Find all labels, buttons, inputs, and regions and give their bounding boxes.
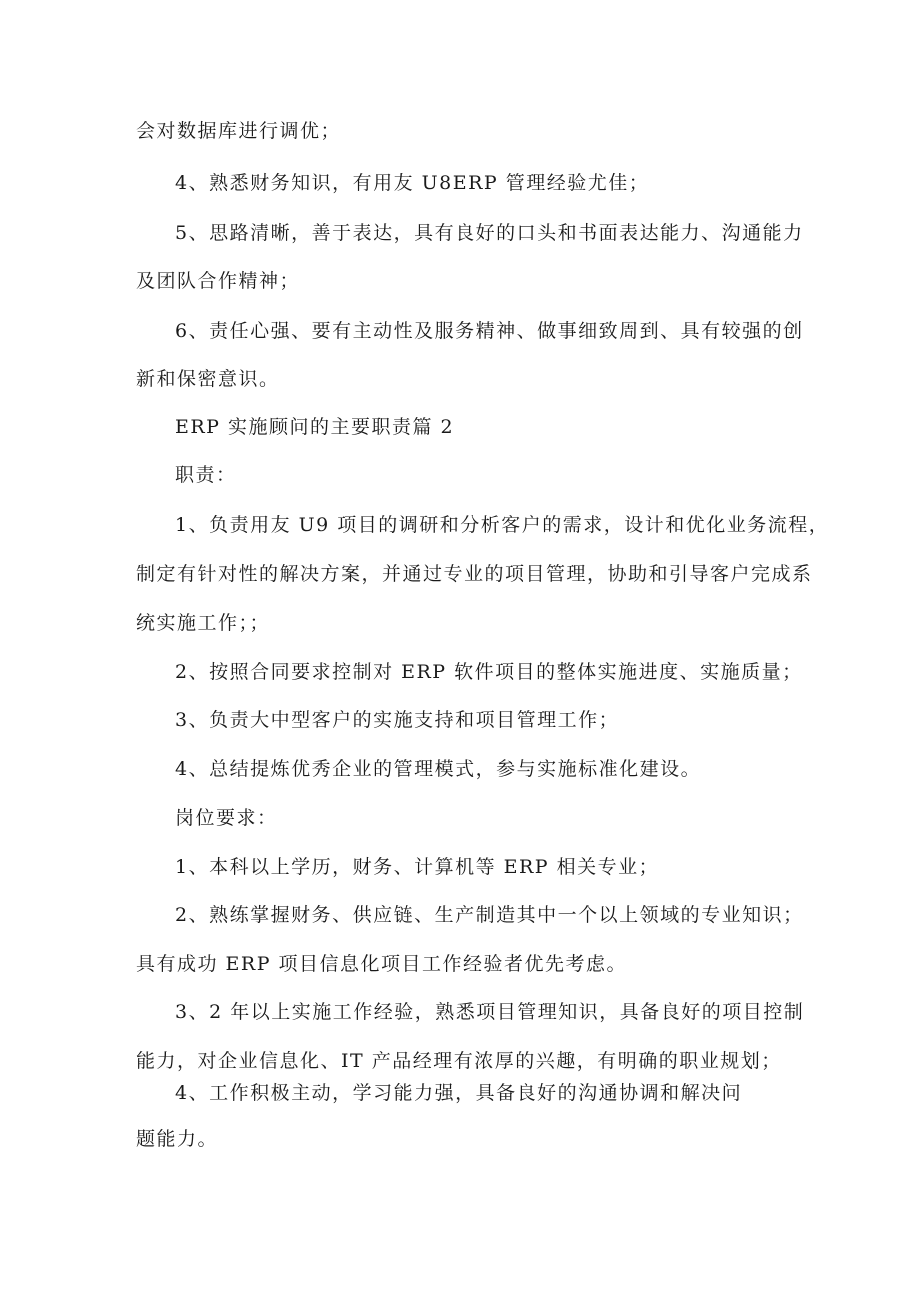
text-line: 统实施工作；； — [136, 612, 271, 634]
subheading: 职责： — [175, 464, 237, 486]
subheading: 岗位要求： — [175, 807, 278, 829]
text-line: 4、总结提炼优秀企业的管理模式，参与实施标准化建设。 — [175, 758, 702, 780]
text-line: 制定有针对性的解决方案，并通过专业的项目管理，协助和引导客户完成系 — [136, 563, 813, 585]
text-line: 及团队合作精神； — [136, 270, 301, 292]
text-line: 2、熟练掌握财务、供应链、生产制造其中一个以上领域的专业知识； — [175, 904, 804, 926]
text-line: 2、按照合同要求控制对 ERP 软件项目的整体实施进度、实施质量； — [175, 661, 803, 683]
text-line: 新和保密意识。 — [136, 368, 280, 390]
text-line: 6、责任心强、要有主动性及服务精神、做事细致周到、具有较强的创 — [175, 320, 804, 342]
text-line: 会对数据库进行调优； — [136, 120, 342, 142]
text-line: 5、思路清晰，善于表达，具有良好的口头和书面表达能力、沟通能力 — [175, 222, 804, 244]
text-line: 1、负责用友 U9 项目的调研和分析客户的需求，设计和优化业务流程， — [175, 514, 830, 536]
text-line: 题能力。 — [136, 1128, 219, 1150]
section-heading: ERP 实施顾问的主要职责篇 2 — [175, 416, 455, 438]
text-line: 能力，对企业信息化、IT 产品经理有浓厚的兴趣，有明确的职业规划； — [136, 1050, 782, 1072]
text-line: 1、本科以上学历，财务、计算机等 ERP 相关专业； — [175, 856, 660, 878]
text-line: 3、2 年以上实施工作经验，熟悉项目管理知识，具备良好的项目控制 — [175, 1001, 805, 1023]
text-line: 4、工作积极主动，学习能力强，具备良好的沟通协调和解决问 — [175, 1082, 743, 1104]
text-line: 3、负责大中型客户的实施支持和项目管理工作； — [175, 709, 620, 731]
text-line: 具有成功 ERP 项目信息化项目工作经验者优先考虑。 — [136, 953, 628, 975]
text-line: 4、熟悉财务知识，有用友 U8ERP 管理经验尤佳； — [175, 172, 650, 194]
